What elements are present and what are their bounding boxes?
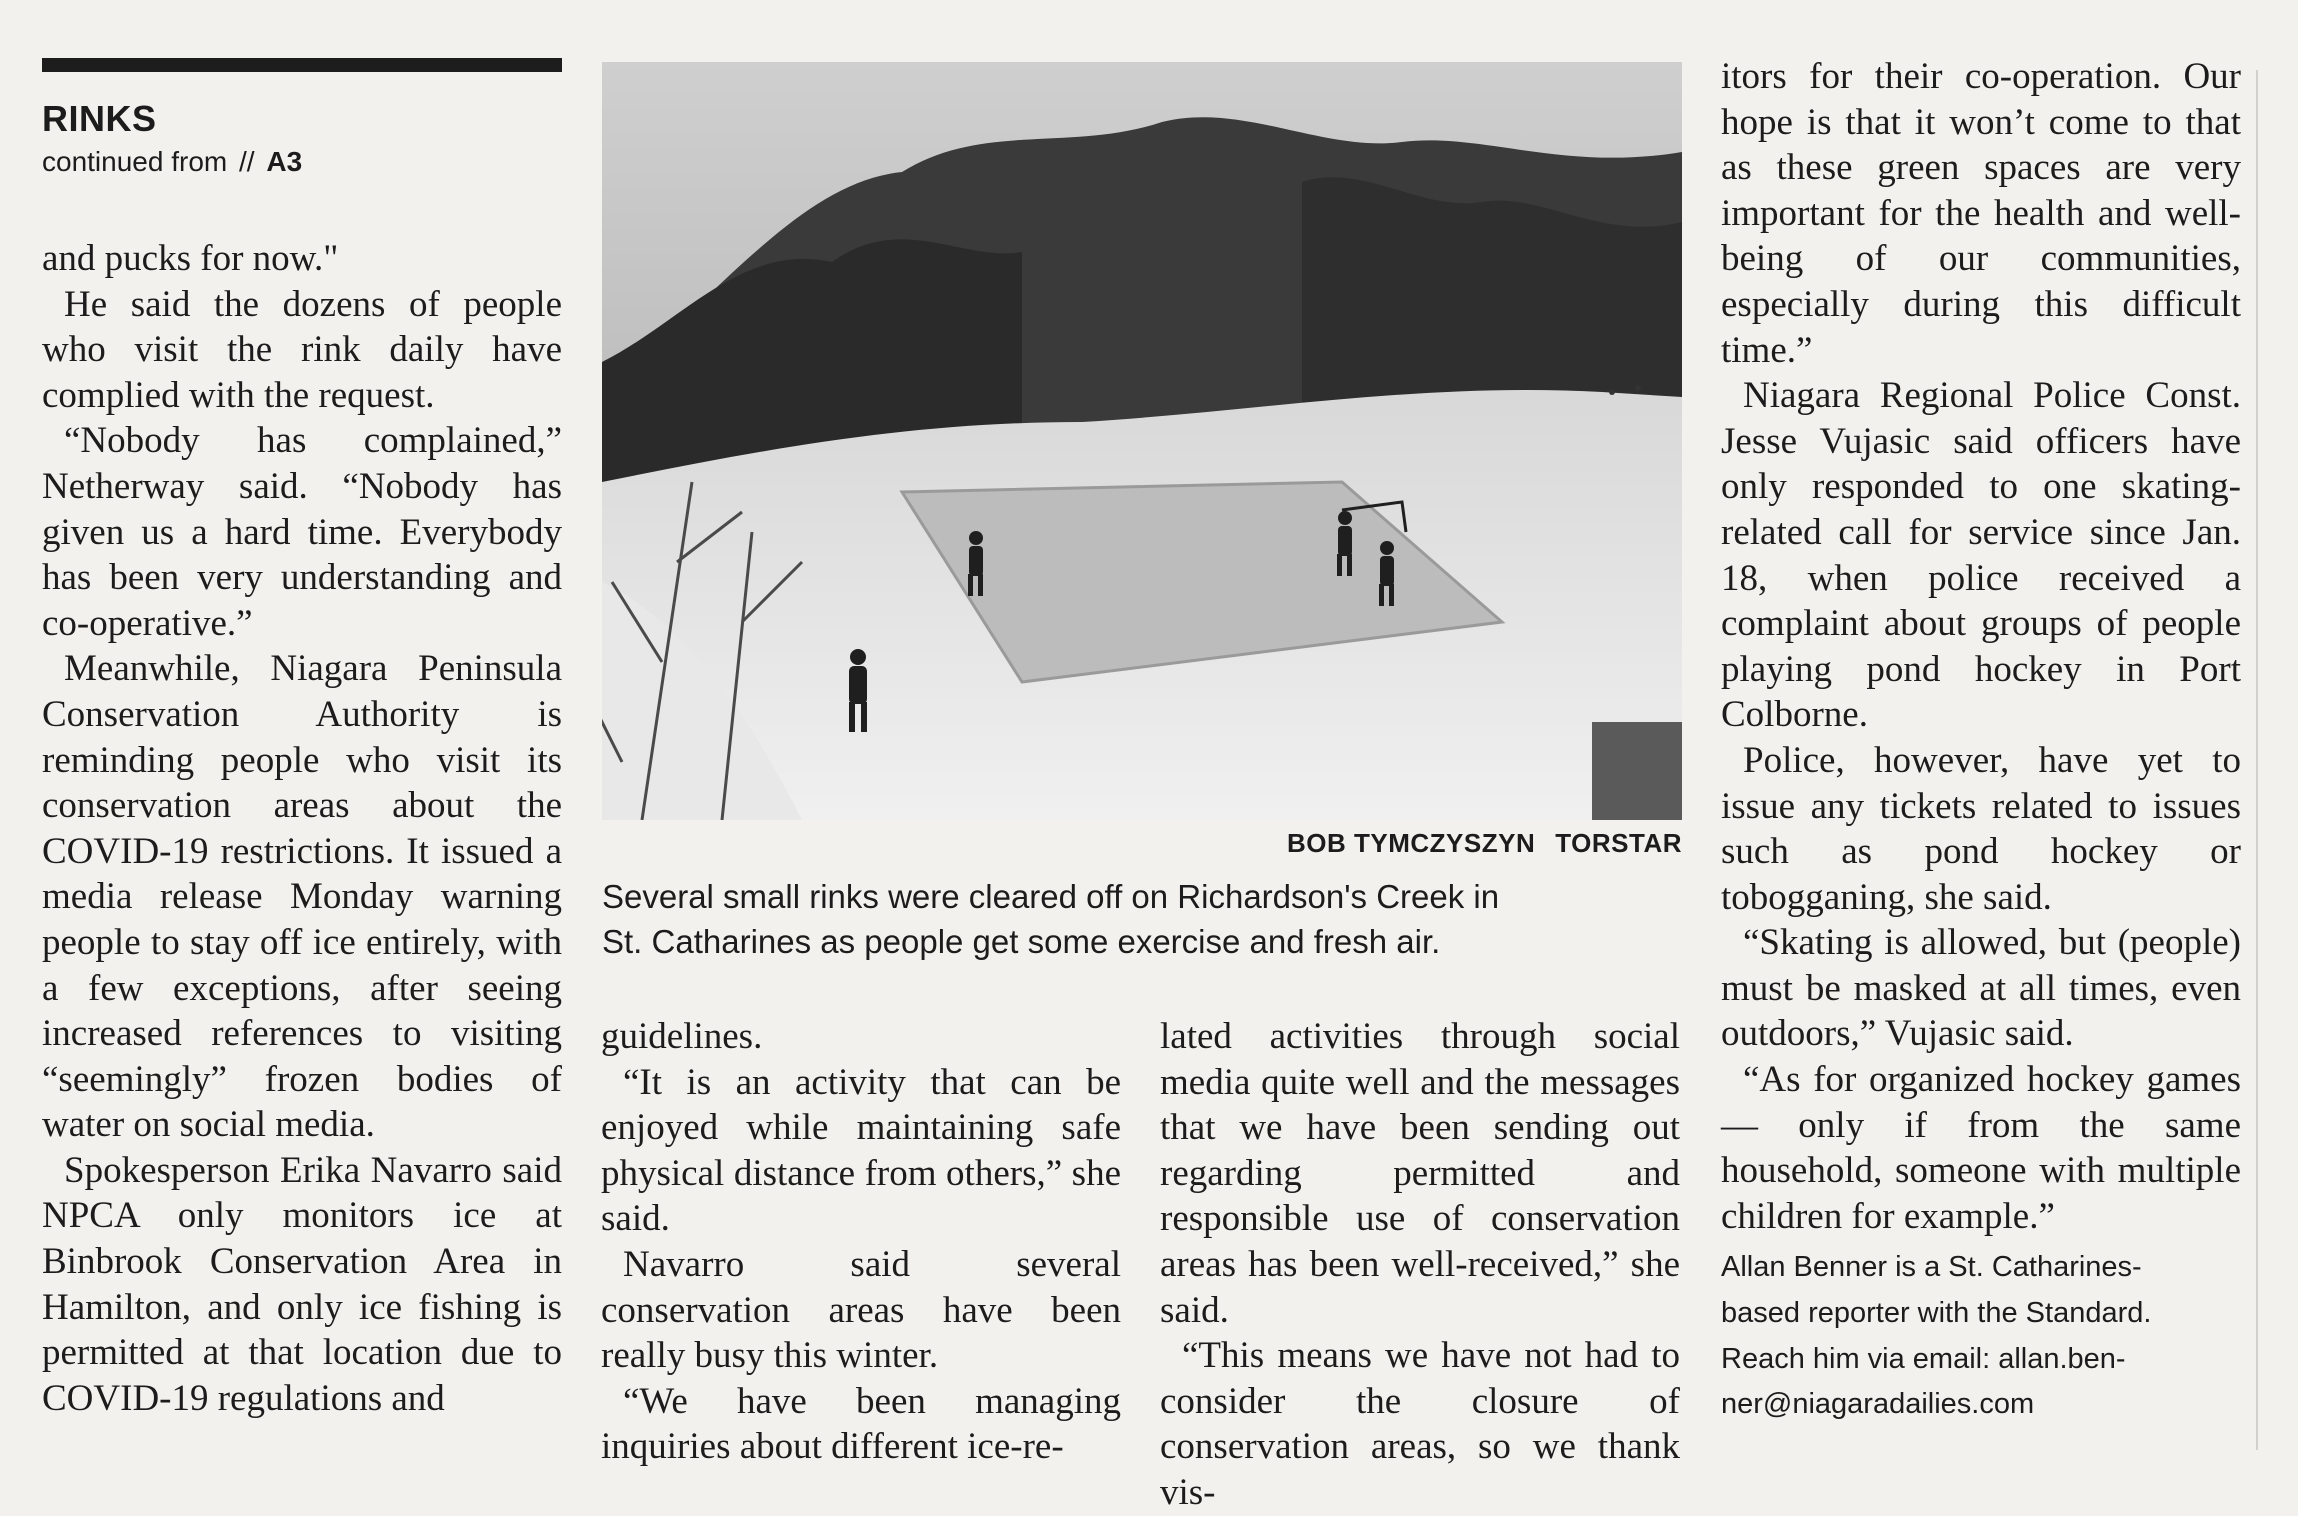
paragraph: lated activities through social media quite well and the messages that we have been sending out regarding permitted and responsible use of conservation areas has been well-received,” she said. [1160, 1016, 1680, 1331]
section-heading: RINKS [42, 98, 157, 139]
paragraph: Niagara Regional Police Const. Jesse Vujasic said officers have only responded to one skating-related call for service since Jan. 18, when police received a complaint about groups of people playing pond hockey in Port Colborne. [1721, 375, 2241, 736]
continued-from-line [42, 146, 302, 178]
caption-line: St. Catharines as people get some exercise and fresh air. [602, 923, 1441, 960]
continued-prefix: continued from [42, 146, 228, 177]
photo-caption [602, 874, 1682, 964]
paragraph: “We have been managing inquiries about different ice-re- [601, 1380, 1121, 1468]
author-email: ner@niagaradailies.com [1721, 1388, 2035, 1421]
continued-separator: // [239, 146, 255, 177]
article-column-3 [1160, 1014, 1680, 1516]
bio-line: Reach him via email: allan.ben- [1721, 1342, 2126, 1375]
paragraph: Police, however, have yet to issue any tickets related to issues such as pond hockey or tobogganing, she said. [1721, 739, 2241, 918]
paragraph: and pucks for now." [42, 238, 339, 279]
paragraph: guidelines. [601, 1016, 763, 1057]
caption-line: Several small rinks were cleared off on Richardson's Creek in [602, 878, 1500, 915]
adjacent-column-edge [2256, 70, 2298, 1450]
paragraph: “Nobody has complained,” Netherway said. “Nobody has given us a hard time. Everybody has been very understanding and co-operative.” [42, 420, 562, 644]
author-bio [1721, 1245, 2241, 1427]
photo-credit [602, 828, 1682, 859]
adjacent-page-bleed [0, 0, 2298, 46]
paragraph: “As for organized hockey games — only if from the same household, someone with multiple children for example.” [1721, 1059, 2241, 1237]
bio-line: based reporter with the Standard. [1721, 1297, 2152, 1330]
article-column-1 [42, 236, 562, 1421]
photo-illustration [602, 62, 1682, 820]
paragraph: Navarro said several conservation areas have been really busy this winter. [601, 1243, 1121, 1377]
paragraph: “It is an activity that can be enjoyed while maintaining safe physical distance from others,” she said. [601, 1061, 1121, 1240]
bio-line: Allan Benner is a St. Catharines- [1721, 1251, 2142, 1284]
photographer-name: BOB TYMCZYSZYN [1287, 828, 1536, 858]
paragraph: “This means we have not had to consider the closure of conservation areas, so we thank vis- [1160, 1335, 1680, 1513]
news-photo-winter-rinks [602, 62, 1682, 820]
article-column-2 [601, 1014, 1121, 1470]
section-rule [42, 58, 562, 72]
continued-page-ref: A3 [266, 146, 303, 177]
photo-agency: TORSTAR [1555, 828, 1682, 858]
paragraph: He said the dozens of people who visit the rink daily have complied with the request. [42, 283, 562, 416]
paragraph: Meanwhile, Niagara Peninsula Conservation Authority is reminding people who visit its conservation areas about the COVID-19 restrictions. It issued a media release Monday warning people to stay off ice entirely, with a few exceptions, after seeing increased references to visiting “seemingly” frozen bodies of water on social media. [42, 648, 562, 1146]
paragraph: Spokesperson Erika Navarro said NPCA only monitors ice at Binbrook Conservation Area in Hamilton, and only ice fishing is permitted at that location due to COVID-19 regulations and [42, 1149, 562, 1419]
paragraph: itors for their co-operation. Our hope is that it won’t come to that as these green spaces are very important for the health and well-being of our communities, especially during this difficult time.” [1721, 56, 2241, 371]
paragraph: “Skating is allowed, but (people) must be masked at all times, even outdoors,” Vujasic said. [1721, 922, 2241, 1055]
article-column-4 [1721, 54, 2241, 1428]
